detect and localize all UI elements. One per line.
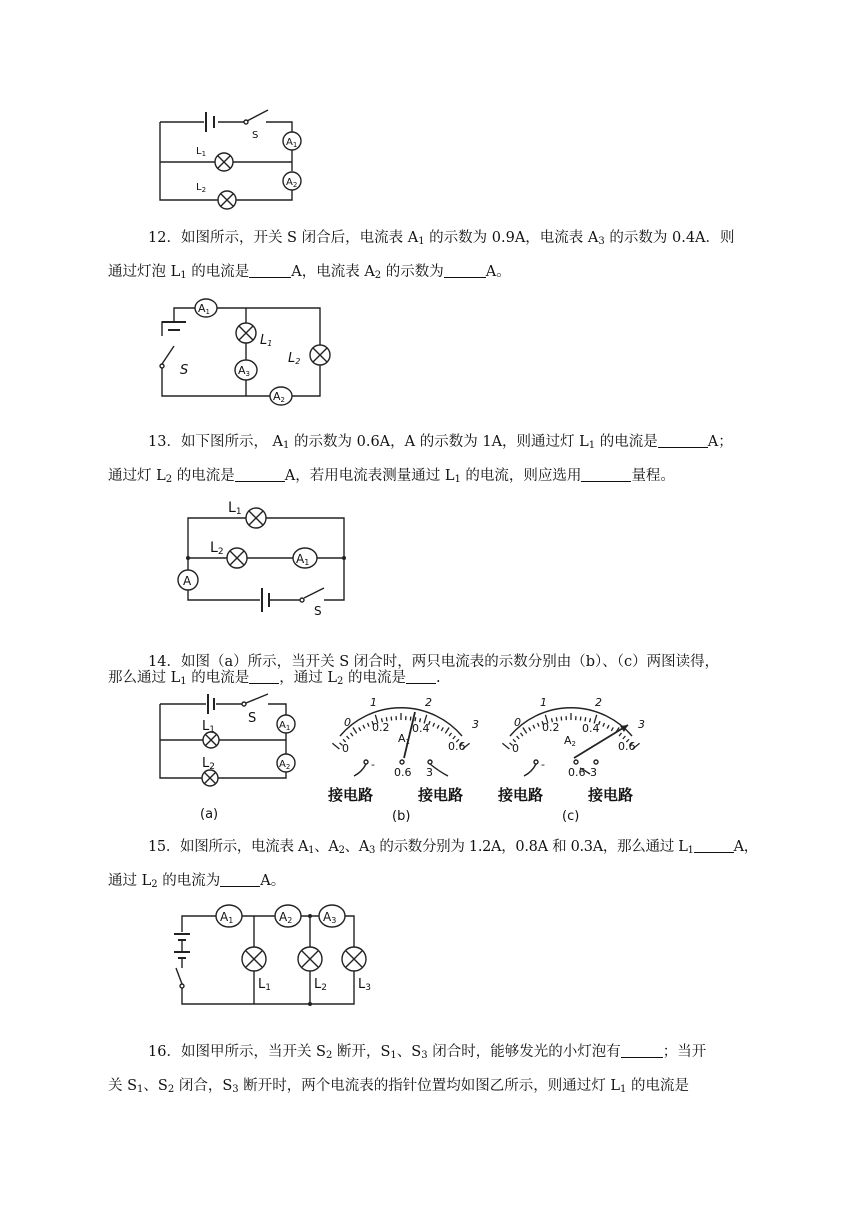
scale-bottom-0: 0 [512,742,519,755]
scale-top-1: 1 [540,696,547,709]
ammeter-a1 [293,548,317,568]
dial-tick [453,736,456,739]
lamp-l3 [342,947,366,971]
lamp-l1-label: L1 [202,719,215,735]
lamp-l1 [242,947,266,971]
dial-tick [517,736,520,739]
switch-symbol [176,958,184,988]
dial-tick [332,743,339,749]
lamp-l1-label: L1 [260,333,273,348]
svg-text:A1: A1 [220,910,234,925]
connect-label-left: 接电路 [498,786,544,804]
terminal-0.6 [394,760,412,779]
lamp-l2-label: L2 [210,540,224,557]
lamp-l1-label: L1 [228,500,242,517]
junction-dot [308,914,312,918]
circuit-wires [188,518,344,600]
dial-tick [585,717,586,721]
switch-label: S [180,363,189,378]
q13-line2: 通过灯 $L_2$ 的电流是 A，若用电流表测量通过 $L_1$ 的电流，则应选用 量程。 [108,468,675,485]
scale-bottom-0.4: 0.4 [412,722,430,735]
lamp-l1 [215,153,233,171]
ammeter-a2 [275,905,301,927]
dial-tick [433,723,435,727]
lamp-l3-label: L3 [358,977,371,993]
scale-bottom-0.6: 0.6 [618,740,636,753]
svg-text:A1: $A_1$ [286,137,298,149]
q15-line2: 通过 $L_2$ 的电流为 A。 [108,873,286,890]
q16-line2: 关 $S_1$、$S_2$ 闭合，$S_3$ 断开时，两个电流表的指针位置均如图乙所示，则通过灯 $L_1$ 的电流是 [108,1078,689,1095]
dial-tick [603,723,605,727]
q16-line1: 16．如图甲所示，当开关 $S_2$ 断开，$S_1$、$S_3$ 闭合时，能够发光的小灯泡有 ；当开 [148,1044,707,1061]
connect-label-left: 接电路 [328,786,374,804]
svg-text:A2: A2 [273,390,285,404]
q13-line1: 13．如下图所示， $A_1$ 的示数为 0.6A，A 的示数为 1A，则通过灯 $L_1$ 的电流是 A； [148,434,733,451]
svg-text:3: 3 [590,766,597,779]
answer-blank[interactable] [658,433,708,448]
circuit-figure-q12 [160,296,330,406]
ammeter-a1 [283,132,301,150]
dial-tick [502,743,509,749]
scale-top-0: 0 [514,716,521,729]
dial-tick [347,736,350,739]
ammeter-a1 [195,299,217,317]
dial-tick [623,736,626,739]
q12-line2: 通过灯泡 $L_1$ 的电流是 A，电流表 $A_2$ 的示数为 A。 [108,264,511,281]
dial-tick [445,728,449,734]
lamp-l1 [236,323,256,343]
junction-dot [342,556,346,560]
scale-bottom-0: 0 [342,742,349,755]
dial-tick [415,717,416,721]
dial-tick [368,723,370,727]
connect-label-right: 接电路 [588,786,634,804]
q14-line1: 14．如图（a）所示，当开关 S 闭合时，两只电流表的示数分别由（b）、（c）两图读得， [148,654,720,670]
svg-text:A3: A3 [323,910,337,925]
dial-arc [510,708,632,736]
ammeter-dial-b [318,690,488,825]
lamp-l2-label: L2 [288,351,301,366]
lamp-l2 [202,770,218,786]
scale-bottom-0.4: 0.4 [582,722,600,735]
dial-tick [538,723,540,727]
lamp-l2-label: L2 [202,756,215,772]
circuit-figure-q11 [158,108,318,208]
switch-symbol [300,588,324,602]
battery-symbol [262,588,269,612]
q15-line1: 15．如图所示，电流表 $A_1$、$A_2$、$A_3$ 的示数分别为 1.2A，0.8A 和 0.3A，那么通过 $L_1$ A， [148,839,758,856]
lamp-l2 [298,947,322,971]
q12-line1: 12．如图所示，开关 S 闭合后，电流表 $A_1$ 的示数为 0.9A，电流表 $A_3$ 的示数为 0.4A．则 [148,230,735,247]
answer-blank[interactable] [444,263,486,278]
scale-bottom-0.2: 0.2 [542,721,560,734]
svg-text:3: 3 [426,766,433,779]
circuit-figure-q13 [174,498,354,618]
scale-bottom-0.2: 0.2 [372,721,390,734]
svg-text:-: - [541,758,545,771]
ammeter-a1 [216,905,242,927]
dial-tick [351,733,353,736]
svg-text:A1: A1 [296,552,310,567]
ammeter-a2 [283,172,301,190]
battery-symbol [206,112,214,132]
dial-tick [521,733,523,736]
terminal-minus [524,758,545,776]
svg-text:0.6: 0.6 [568,766,586,779]
answer-blank[interactable] [694,838,734,853]
terminal-minus [354,758,375,776]
figure-caption-c: (c) [562,809,580,824]
dial-tick [359,727,361,731]
ammeter-a [178,570,198,590]
q14-line2: 那么通过 $L_1$ 的电流是 ，通过 $L_2$ 的电流是 . [108,670,441,687]
ammeter-a2 [277,754,295,772]
lamp-l1-label: $L_1$ [196,146,207,158]
connect-label-right: 接电路 [418,786,464,804]
lamp-l2-label: L2 [314,977,327,993]
svg-text:A2: $A_2$ [286,177,298,189]
ammeter-a2 [270,387,292,405]
circuit-figure-q15 [174,902,374,1012]
scale-top-2: 2 [425,696,432,709]
meter-label-a2: A2 [564,734,576,748]
dial-tick [607,725,609,729]
dial-tick [533,725,535,729]
junction-dot [186,556,190,560]
svg-text:A1: A1 [198,302,210,316]
answer-blank[interactable] [581,467,631,482]
answer-blank[interactable] [235,467,285,482]
dial-tick [353,728,357,734]
svg-text:0.6: 0.6 [394,766,412,779]
ammeter-dial-c [488,690,658,825]
junction-dot [308,1002,312,1006]
dial-tick [523,728,527,734]
lamp-l1-label: L1 [258,977,271,993]
scale-top-0: 0 [344,716,351,729]
scale-top-1: 1 [370,696,377,709]
figure-caption-a: (a) [200,807,219,822]
switch-symbol [244,110,268,124]
answer-blank[interactable] [406,669,436,684]
lamp-l2 [218,191,236,209]
switch-label: S [252,130,259,141]
switch-label: S [248,711,257,726]
ammeter-a3 [235,360,257,380]
dial-tick [449,733,451,736]
svg-text:A3: A3 [238,364,250,378]
dial-tick [611,727,613,731]
battery-symbol [174,934,190,958]
dial-tick [529,727,531,731]
meter-label-a1: A1 [398,732,410,746]
scale-top-2: 2 [595,696,602,709]
answer-blank[interactable] [249,263,291,278]
ammeter-a1 [277,715,295,733]
switch-symbol [160,346,174,368]
figure-caption-b: (b) [392,809,411,824]
svg-text:A1: $A_1$ [279,720,291,732]
lamp-l2 [310,345,330,365]
answer-blank[interactable] [621,1043,663,1058]
dial-tick [437,725,439,729]
svg-text:A: A [183,574,192,588]
lamp-l2 [227,548,247,568]
dial-tick [619,733,621,736]
ammeter-a3 [319,905,345,927]
scale-bottom-0.6: 0.6 [448,740,466,753]
terminal-3 [426,760,448,779]
battery-symbol [208,694,214,714]
dial-tick [363,725,365,729]
answer-blank[interactable] [220,872,260,887]
lamp-l2-label: $L_2$ [196,182,207,194]
svg-text:-: - [371,758,375,771]
dial-tick [441,727,443,731]
switch-symbol [242,694,268,706]
battery-symbol [162,322,186,330]
circuit-figure-q14a [156,690,306,825]
circuit-wires [160,704,286,778]
lamp-l1 [246,508,266,528]
scale-top-3: 3 [638,718,645,731]
answer-blank[interactable] [249,669,279,684]
switch-label: S [314,604,322,618]
svg-text:A2: $A_2$ [279,759,291,771]
scale-top-3: 3 [472,718,479,731]
svg-text:A2: A2 [279,910,293,925]
